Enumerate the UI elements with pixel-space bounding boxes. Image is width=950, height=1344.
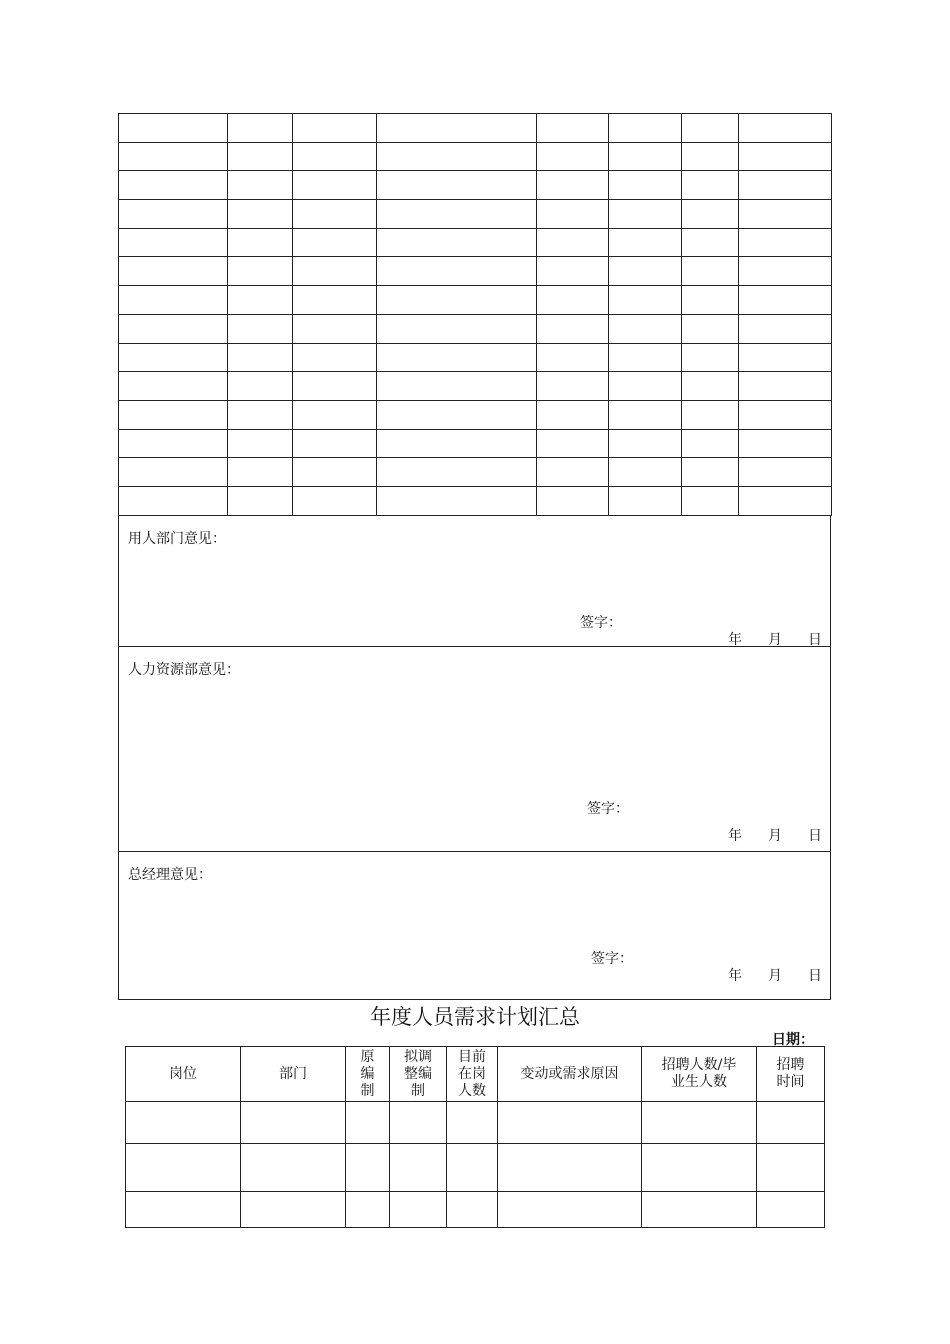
table-cell — [537, 372, 609, 401]
table-row — [119, 458, 832, 487]
header-reason: 变动或需求原因 — [498, 1047, 642, 1102]
table-cell — [293, 486, 377, 515]
table-cell — [126, 1192, 241, 1228]
month-label: 月 — [768, 632, 782, 648]
table-cell — [757, 1102, 825, 1144]
table-cell — [682, 372, 739, 401]
table-cell — [682, 142, 739, 171]
table-cell — [293, 171, 377, 200]
table-cell — [682, 486, 739, 515]
table-cell — [682, 314, 739, 343]
table-cell — [119, 200, 228, 229]
table-cell — [739, 486, 832, 515]
table-cell — [609, 142, 682, 171]
table-cell — [228, 486, 293, 515]
table-cell — [682, 257, 739, 286]
table-cell — [377, 171, 537, 200]
table-row — [119, 257, 832, 286]
table-cell — [739, 343, 832, 372]
gm-opinion-label: 总经理意见： — [128, 867, 212, 883]
table-cell — [293, 458, 377, 487]
table-cell — [682, 114, 739, 143]
table-cell — [609, 343, 682, 372]
dept-opinion-label: 用人部门意见： — [128, 531, 226, 547]
month-label: 月 — [768, 968, 782, 984]
table-cell — [642, 1144, 757, 1192]
table-cell — [609, 200, 682, 229]
table-cell — [119, 458, 228, 487]
table-cell — [609, 286, 682, 315]
table-cell — [119, 400, 228, 429]
table-cell — [609, 429, 682, 458]
table-cell — [390, 1144, 447, 1192]
table-cell — [228, 142, 293, 171]
upper-blank-table — [118, 113, 832, 516]
table-cell — [119, 314, 228, 343]
table-cell — [377, 400, 537, 429]
table-cell — [682, 343, 739, 372]
table-cell — [447, 1102, 498, 1144]
gm-opinion-box — [118, 851, 831, 1000]
table-cell — [739, 171, 832, 200]
table-row — [119, 429, 832, 458]
table-cell — [377, 257, 537, 286]
table-cell — [228, 314, 293, 343]
table-row — [119, 372, 832, 401]
table-cell — [609, 486, 682, 515]
table-cell — [377, 286, 537, 315]
table-row — [119, 171, 832, 200]
table-row — [119, 114, 832, 143]
table-cell — [537, 171, 609, 200]
table-cell — [377, 458, 537, 487]
table-cell — [390, 1102, 447, 1144]
table-cell — [119, 486, 228, 515]
table-cell — [293, 372, 377, 401]
table-cell — [377, 142, 537, 171]
table-cell — [228, 400, 293, 429]
gm-sign-label: 签字： — [591, 951, 633, 967]
table-cell — [682, 400, 739, 429]
table-cell — [739, 200, 832, 229]
table-row — [119, 314, 832, 343]
table-cell — [119, 429, 228, 458]
table-row — [119, 142, 832, 171]
header-recruit-time: 招聘 时间 — [757, 1047, 825, 1102]
table-cell — [119, 257, 228, 286]
table-cell — [498, 1192, 642, 1228]
header-orig-staff: 原 编 制 — [346, 1047, 390, 1102]
table-cell — [377, 228, 537, 257]
table-cell — [228, 200, 293, 229]
summary-table — [125, 1046, 825, 1228]
table-cell — [609, 228, 682, 257]
table-cell — [228, 228, 293, 257]
table-cell — [228, 458, 293, 487]
table-cell — [537, 486, 609, 515]
table-cell — [293, 114, 377, 143]
day-label: 日 — [808, 828, 822, 844]
table-row — [119, 343, 832, 372]
table-cell — [119, 286, 228, 315]
hr-opinion-box — [118, 646, 831, 852]
table-cell — [346, 1144, 390, 1192]
table-cell — [739, 400, 832, 429]
table-cell — [228, 114, 293, 143]
table-row — [119, 228, 832, 257]
table-cell — [119, 343, 228, 372]
table-cell — [739, 114, 832, 143]
table-cell — [377, 200, 537, 229]
table-cell — [228, 171, 293, 200]
dept-sign-label: 签字： — [580, 615, 622, 631]
table-cell — [537, 114, 609, 143]
day-label: 日 — [808, 632, 822, 648]
table-cell — [642, 1192, 757, 1228]
table-cell — [537, 343, 609, 372]
table-cell — [739, 314, 832, 343]
table-cell — [537, 286, 609, 315]
table-cell — [377, 343, 537, 372]
table-cell — [228, 286, 293, 315]
table-cell — [293, 429, 377, 458]
hr-date — [702, 825, 822, 845]
table-row — [119, 400, 832, 429]
table-cell — [609, 400, 682, 429]
year-label: 年 — [728, 968, 742, 984]
table-cell — [609, 171, 682, 200]
table-cell — [739, 372, 832, 401]
table-cell — [537, 429, 609, 458]
table-cell — [642, 1102, 757, 1144]
table-cell — [537, 400, 609, 429]
table-cell — [228, 257, 293, 286]
table-cell — [119, 228, 228, 257]
table-cell — [739, 257, 832, 286]
table-cell — [119, 372, 228, 401]
table-cell — [609, 257, 682, 286]
table-cell — [293, 343, 377, 372]
year-label: 年 — [728, 828, 742, 844]
table-cell — [126, 1144, 241, 1192]
table-cell — [537, 314, 609, 343]
table-cell — [682, 200, 739, 229]
table-cell — [739, 286, 832, 315]
gm-date — [702, 965, 822, 985]
table-cell — [377, 114, 537, 143]
table-cell — [126, 1102, 241, 1144]
table-cell — [390, 1192, 447, 1228]
table-cell — [739, 429, 832, 458]
table-cell — [119, 142, 228, 171]
year-label: 年 — [728, 632, 742, 648]
table-cell — [757, 1144, 825, 1192]
table-cell — [228, 343, 293, 372]
table-cell — [293, 200, 377, 229]
table-cell — [609, 114, 682, 143]
table-cell — [739, 458, 832, 487]
table-cell — [682, 458, 739, 487]
table-cell — [739, 142, 832, 171]
day-label: 日 — [808, 968, 822, 984]
table-cell — [377, 486, 537, 515]
table-cell — [293, 257, 377, 286]
table-cell — [757, 1192, 825, 1228]
table-cell — [537, 458, 609, 487]
table-cell — [682, 429, 739, 458]
table-cell — [498, 1144, 642, 1192]
summary-header-row — [126, 1047, 825, 1102]
table-cell — [498, 1102, 642, 1144]
header-recruit-count: 招聘人数/毕 业生人数 — [642, 1047, 757, 1102]
month-label: 月 — [768, 828, 782, 844]
table-row — [119, 286, 832, 315]
table-cell — [119, 114, 228, 143]
table-row — [119, 486, 832, 515]
header-position: 岗位 — [126, 1047, 241, 1102]
dept-opinion-box — [118, 515, 831, 647]
hr-opinion-label: 人力资源部意见： — [128, 662, 240, 678]
hr-sign-label: 签字： — [587, 801, 629, 817]
table-cell — [609, 372, 682, 401]
summary-date-label: 日期： — [772, 1032, 814, 1048]
table-cell — [293, 286, 377, 315]
table-cell — [293, 142, 377, 171]
table-row — [126, 1102, 825, 1144]
table-row — [126, 1192, 825, 1228]
table-cell — [609, 458, 682, 487]
table-cell — [377, 372, 537, 401]
table-cell — [241, 1144, 346, 1192]
table-cell — [241, 1192, 346, 1228]
table-row — [119, 200, 832, 229]
table-cell — [537, 257, 609, 286]
table-cell — [346, 1192, 390, 1228]
table-cell — [682, 286, 739, 315]
table-cell — [537, 228, 609, 257]
table-cell — [377, 314, 537, 343]
table-cell — [682, 228, 739, 257]
table-cell — [739, 228, 832, 257]
header-department: 部门 — [241, 1047, 346, 1102]
table-cell — [537, 200, 609, 229]
table-row — [126, 1144, 825, 1192]
table-cell — [119, 171, 228, 200]
table-cell — [293, 314, 377, 343]
table-cell — [228, 429, 293, 458]
summary-title: 年度人员需求计划汇总 — [370, 1005, 580, 1029]
table-cell — [537, 142, 609, 171]
table-cell — [228, 372, 293, 401]
header-current-staff: 目前 在岗 人数 — [447, 1047, 498, 1102]
table-cell — [293, 400, 377, 429]
table-cell — [609, 314, 682, 343]
table-cell — [682, 171, 739, 200]
header-adjusted-staff: 拟调 整编 制 — [390, 1047, 447, 1102]
table-cell — [447, 1192, 498, 1228]
table-cell — [346, 1102, 390, 1144]
table-cell — [293, 228, 377, 257]
table-cell — [241, 1102, 346, 1144]
table-cell — [377, 429, 537, 458]
table-cell — [447, 1144, 498, 1192]
